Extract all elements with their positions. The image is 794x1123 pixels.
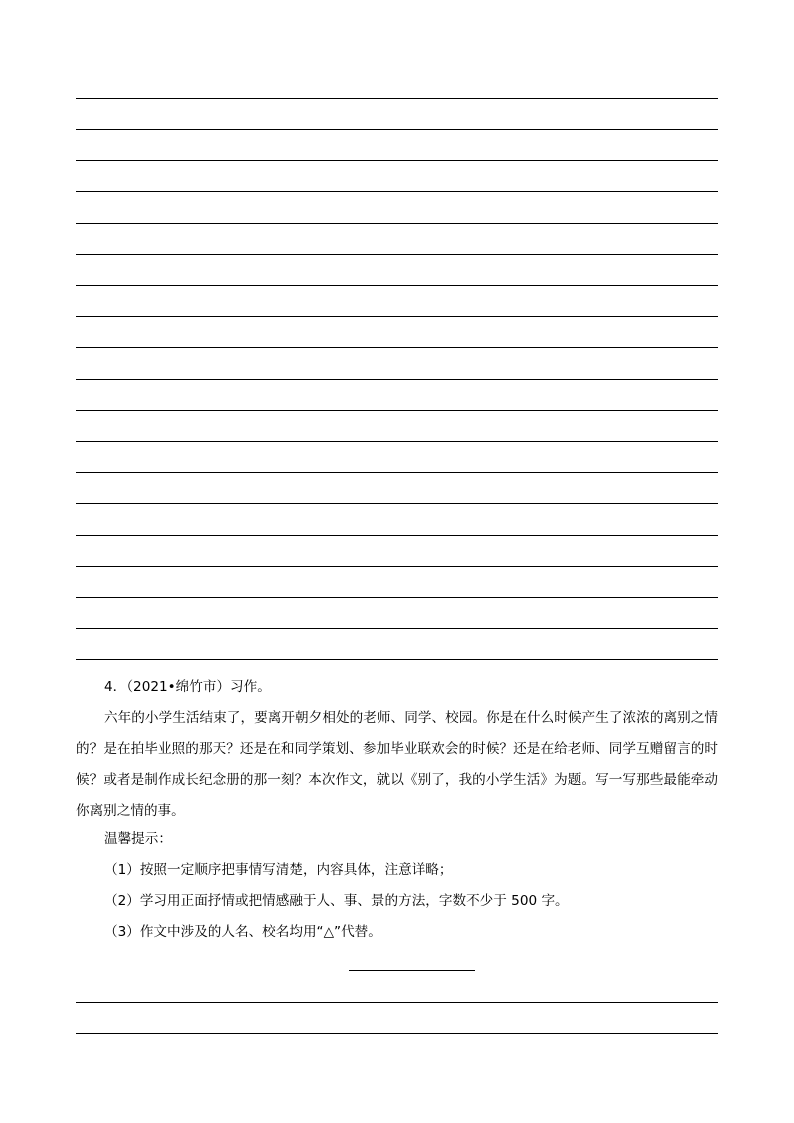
question-number: 4． (104, 679, 127, 695)
tip-item: （2）学习用正面抒情或把情感融于人、事、景的方法，字数不少于 500 字。 (104, 893, 569, 909)
answer-line (76, 535, 718, 536)
title-blank-line[interactable] (349, 970, 475, 971)
answer-line (76, 628, 718, 629)
answer-line (76, 98, 718, 99)
answer-line (76, 410, 718, 411)
answer-line (76, 597, 718, 598)
answer-line (76, 503, 718, 504)
answer-line (76, 659, 718, 660)
answer-line (76, 191, 718, 192)
tips-heading: 温馨提示： (104, 831, 172, 847)
question-heading (104, 675, 271, 695)
answer-line (76, 254, 718, 255)
question-source: （2021•绵竹市） (126, 679, 231, 695)
answer-line (76, 347, 718, 348)
answer-line (76, 223, 718, 224)
tip-item: （3）作文中涉及的人名、校名均用“△”代替。 (104, 924, 382, 940)
question-task: 习作。 (230, 679, 271, 695)
answer-line (76, 566, 718, 567)
tip-item: （1）按照一定顺序把事情写清楚，内容具体，注意详略； (104, 862, 453, 878)
answer-line (76, 285, 718, 286)
answer-line (76, 316, 718, 317)
answer-line (76, 160, 718, 161)
answer-line (76, 441, 718, 442)
answer-line (76, 379, 718, 380)
answer-line (76, 472, 718, 473)
essay-prompt: 六年的小学生活结束了，要离开朝夕相处的老师、同学、校园。你是在什么时候产生了浓浓的离别之情的？是在拍毕业照的那天？还是在和同学策划、参加毕业联欢会的时候？还是在给老师、同学互赠留言的时候？或者是制作成长纪念册的那一刻？本次作文，就以《别了，我的小学生活》为题。写一写那些最能牵动你离别之情的事。 (76, 710, 718, 819)
answer-line (76, 129, 718, 130)
answer-line (76, 1033, 718, 1034)
answer-line (76, 1002, 718, 1003)
